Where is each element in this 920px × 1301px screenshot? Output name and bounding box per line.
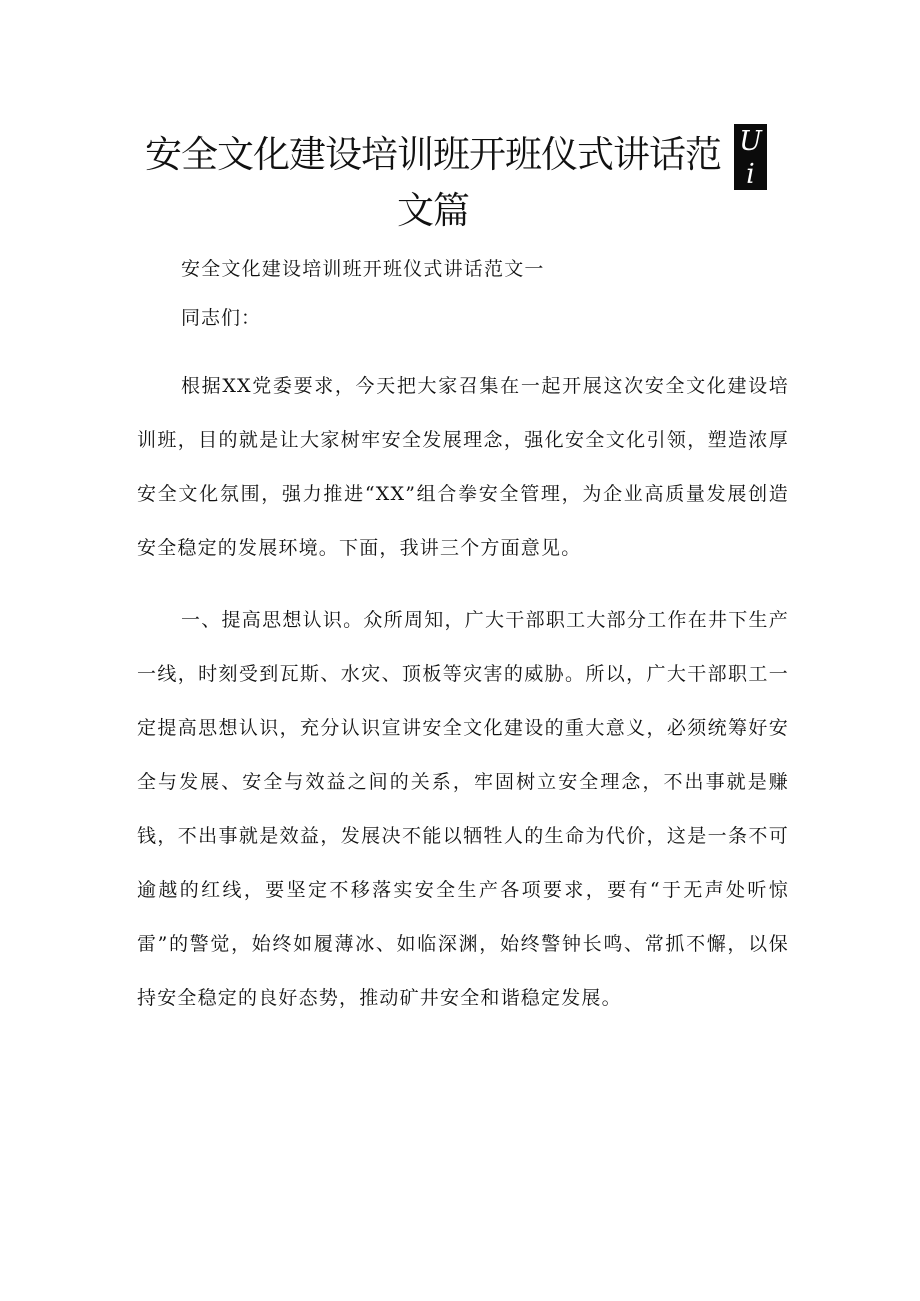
badge-letter-i: i: [746, 159, 755, 190]
document-title: 安全文化建设培训班开班仪式讲话范文篇: [145, 133, 721, 232]
greeting: 同志们：: [181, 307, 262, 329]
logo-badge: [734, 124, 767, 190]
paragraph-section-1: 一、提高思想认识。众所周知，广大干部职工大部分工作在井下生产一线，时刻受到瓦斯、水灾、顶板等灾害的威胁。所以，广大干部职工一定提高思想认识，充分认识宣讲安全文化建设的重大意义，必须统筹好安全与发展、安全与效益之间的关系，牢固树立安全理念，不出事就是赚钱，不出事就是效益，发展决不能以牺牲人的生命为代价，这是一条不可逾越的红线，要坚定不移落实安全生产各项要求，要有“于无声处听惊雷”的警觉，始终如履薄冰、如临深渊，始终警钟长鸣、常抓不懈，以保持安全稳定的良好态势，推动矿井安全和谐稳定发展。: [137, 609, 789, 1009]
document-subtitle: 安全文化建设培训班开班仪式讲话范文一: [181, 258, 545, 280]
badge-letter-u: U: [739, 126, 762, 157]
paragraph-intro: 根据XX党委要求，今天把大家召集在一起开展这次安全文化建设培训班，目的就是让大家树牢安全发展理念，强化安全文化引领，塑造浓厚安全文化氛围，强力推进“XX”组合拳安全管理，为企业高质量发展创造安全稳定的发展环境。下面，我讲三个方面意见。: [137, 375, 789, 559]
